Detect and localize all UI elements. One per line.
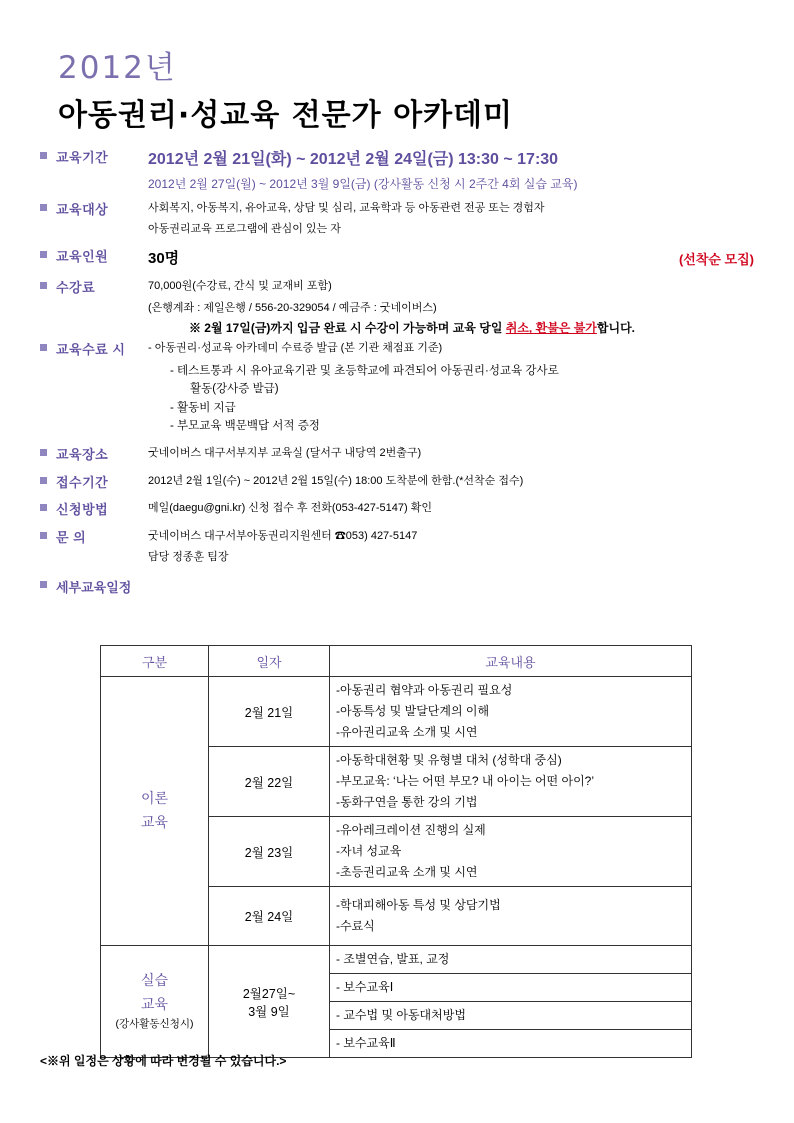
section-target (40, 200, 754, 220)
category-theory-line1: 이론 (140, 790, 169, 807)
content-line: -아동학대현황 및 유형별 대처 (성학대 중심) (336, 753, 562, 767)
category-practice-note: (강사활동신청시) (115, 1018, 194, 1031)
section-contact-line2: 담당 정종훈 팀장 (148, 551, 229, 564)
section-completion-line2: - 테스트통과 시 유아교육기관 및 초등학교에 파견되어 아동권리·성교육 강사로 (170, 364, 559, 377)
section-fee-line1: 70,000원(수강료, 간식 및 교재비 포함) (148, 280, 332, 293)
section-period-line2: 2012년 2월 27일(월) ~ 2012년 3월 9일(금) (강사활동 신청 시 2주간 4회 실습 교육) (148, 176, 578, 191)
content-line: -수료식 (336, 919, 375, 933)
practice-date (209, 946, 330, 1058)
section-registration-value: 2012년 2월 1일(수) ~ 2012년 2월 15일(수) 18:00 도착분에 한함.(*선착순 접수) (148, 474, 524, 487)
section-contact (40, 528, 754, 548)
row-date: 2월 23일 (209, 817, 330, 887)
bullet-icon (40, 500, 56, 513)
schedule-table (100, 645, 692, 1058)
bullet-icon (40, 340, 56, 353)
section-completion-line1: - 아동권리·성교육 아카데미 수료증 발급 (본 기관 채점표 기준) (148, 342, 443, 355)
footnote: <※위 일정은 상황에 따라 변경될 수 있습니다.> (40, 1054, 287, 1068)
practice-date-line2: 3월 9일 (248, 1004, 290, 1019)
practice-date-line1: 2월27일~ (242, 986, 296, 1001)
section-howto (40, 500, 754, 520)
content-line: -아동특성 및 발달단계의 이해 (336, 704, 490, 718)
header-date: 일자 (209, 646, 330, 677)
section-place (40, 445, 754, 465)
section-capacity-note: (선착순 모집) (678, 252, 754, 268)
section-registration-label: 접수기간 (56, 474, 109, 490)
bullet-icon (40, 148, 56, 161)
content-line: -유아권리교육 소개 및 시연 (336, 725, 478, 739)
row-content (330, 677, 692, 747)
section-period (40, 148, 754, 173)
bullet-icon (40, 577, 56, 590)
page-title-main: 아동권리·성교육 전문가 아카데미 (58, 98, 514, 133)
table-header-row (101, 646, 692, 677)
table-body (101, 677, 692, 1058)
content-line: -부모교육: ‘나는 어떤 부모? 내 아이는 어떤 아이?’ (336, 774, 595, 788)
content-line: -아동권리 협약과 아동권리 필요성 (336, 683, 513, 697)
section-contact-line1: 굿네이버스 대구서부아동권리지원센터 ☎053) 427-5147 (148, 529, 418, 542)
category-practice-line2: 교육 (140, 995, 169, 1012)
row-content: - 보수교육Ⅱ (330, 1030, 692, 1058)
content-line: -동화구연을 통한 강의 기법 (336, 795, 478, 809)
header-content: 교육내용 (330, 646, 692, 677)
section-completion-label: 교육수료 시 (56, 342, 126, 358)
section-target-line2: 아동권리교육 프로그램에 관심이 있는 자 (148, 223, 341, 236)
header-division: 구분 (101, 646, 209, 677)
section-period-line1: 2012년 2월 21일(화) ~ 2012년 2월 24일(금) 13:30 ~ 17:30 (148, 151, 559, 168)
section-registration (40, 473, 754, 493)
section-completion-line5: - 부모교육 백문백답 서적 증정 (170, 420, 320, 433)
row-content (330, 817, 692, 887)
row-date: 2월 24일 (209, 887, 330, 946)
bullet-icon (40, 473, 56, 486)
document-body (40, 148, 754, 598)
bullet-icon (40, 528, 56, 541)
row-date: 2월 21일 (209, 677, 330, 747)
table-header (101, 646, 692, 677)
bullet-icon (40, 278, 56, 291)
table-row (101, 946, 692, 974)
section-target-line1: 사회복지, 아동복지, 유아교육, 상담 및 심리, 교육학과 등 아동관련 전공 또는 경험자 (148, 201, 545, 214)
row-content: - 보수교육Ⅰ (330, 974, 692, 1002)
row-date: 2월 22일 (209, 747, 330, 817)
row-content: - 조별연습, 발표, 교정 (330, 946, 692, 974)
section-place-value: 굿네이버스 대구서부지부 교육실 (달서구 내당역 2번출구) (148, 447, 422, 460)
fee-notice-highlight: 취소, 환불은 불가 (505, 321, 597, 336)
row-content (330, 747, 692, 817)
section-target-label: 교육대상 (56, 201, 109, 217)
section-capacity (40, 247, 754, 270)
bullet-icon (40, 445, 56, 458)
category-practice (101, 946, 209, 1058)
content-line: -학대피해아동 특성 및 상담기법 (336, 898, 501, 912)
section-howto-label: 신청방법 (56, 502, 109, 518)
section-fee-line2: (은행계좌 : 제일은행 / 556-20-329054 / 예금주 : 굿네이버스) (148, 301, 437, 314)
section-completion (40, 340, 754, 360)
fee-notice-suffix: 합니다. (596, 321, 636, 336)
section-place-label: 교육장소 (56, 447, 109, 463)
page-title-year: 2012년 (58, 50, 177, 86)
section-fee-label: 수강료 (56, 280, 96, 296)
section-contact-label: 문 의 (56, 529, 87, 545)
content-line: -유아레크레이션 진행의 실제 (336, 823, 486, 837)
content-line: -자녀 성교육 (336, 844, 402, 858)
section-period-label: 교육기간 (56, 150, 109, 165)
section-fee-notice (70, 319, 754, 336)
section-capacity-label: 교육인원 (56, 249, 109, 265)
bullet-icon (40, 200, 56, 213)
section-completion-line3: 활동(강사증 발급) (190, 383, 279, 396)
table-row (101, 677, 692, 747)
category-theory-line2: 교육 (140, 814, 169, 830)
row-content: - 교수법 및 아동대처방법 (330, 1002, 692, 1030)
row-content (330, 887, 692, 946)
section-detail-schedule (40, 577, 754, 596)
section-howto-value: 메일(daegu@gni.kr) 신청 접수 후 전화(053-427-5147) 확인 (148, 502, 432, 515)
fee-notice-prefix: ※ 2월 17일(금)까지 입금 완료 시 수강이 가능하며 교육 당일 (188, 321, 506, 336)
category-theory (101, 677, 209, 946)
section-detail-label: 세부교육일정 (56, 580, 132, 596)
content-line: -초등권리교육 소개 및 시연 (336, 865, 478, 879)
section-capacity-value: 30명 (148, 250, 180, 268)
category-practice-line1: 실습 (140, 971, 169, 988)
section-completion-line4: - 활동비 지급 (170, 401, 236, 414)
bullet-icon (40, 247, 56, 260)
section-fee (40, 278, 754, 298)
